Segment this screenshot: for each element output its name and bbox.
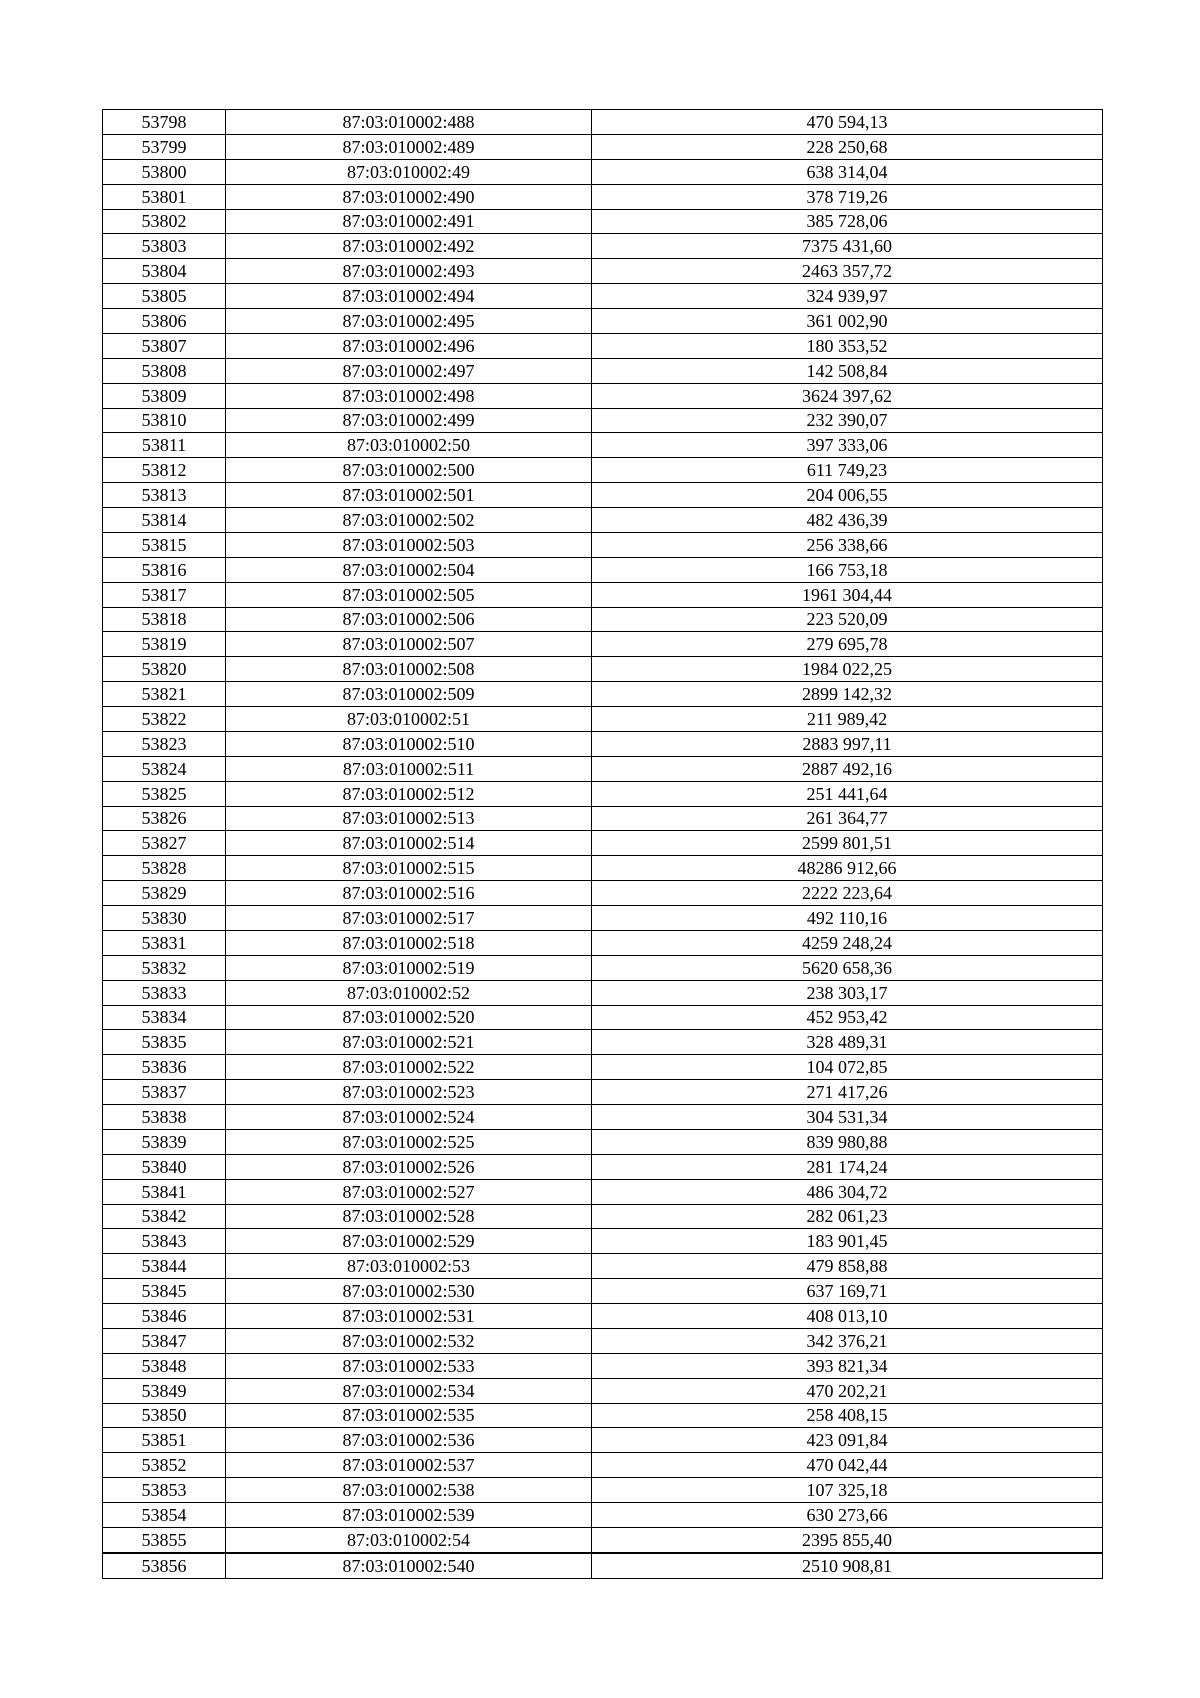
table-row bbox=[103, 184, 1103, 209]
row-number-cell: 53828 bbox=[103, 856, 226, 881]
cadastral-number-cell: 87:03:010002:533 bbox=[226, 1353, 592, 1378]
cadastral-number-cell: 87:03:010002:529 bbox=[226, 1229, 592, 1254]
cadastral-number-cell: 87:03:010002:523 bbox=[226, 1080, 592, 1105]
cadastral-value-cell: 328 489,31 bbox=[592, 1030, 1103, 1055]
row-number-cell: 53850 bbox=[103, 1403, 226, 1428]
row-number-cell: 53824 bbox=[103, 756, 226, 781]
row-number-cell: 53847 bbox=[103, 1328, 226, 1353]
table-row bbox=[103, 1129, 1103, 1154]
cadastral-number-cell: 87:03:010002:491 bbox=[226, 209, 592, 234]
table-row bbox=[103, 1403, 1103, 1428]
table-row bbox=[103, 333, 1103, 358]
row-number-cell: 53808 bbox=[103, 358, 226, 383]
table-row bbox=[103, 1204, 1103, 1229]
cadastral-number-cell: 87:03:010002:497 bbox=[226, 358, 592, 383]
row-number-cell: 53825 bbox=[103, 781, 226, 806]
row-number-cell: 53810 bbox=[103, 408, 226, 433]
cadastral-value-cell: 183 901,45 bbox=[592, 1229, 1103, 1254]
cadastral-value-cell: 166 753,18 bbox=[592, 557, 1103, 582]
table-row bbox=[103, 582, 1103, 607]
table-row bbox=[103, 1229, 1103, 1254]
table-row bbox=[103, 831, 1103, 856]
cadastral-value-cell: 637 169,71 bbox=[592, 1279, 1103, 1304]
cadastral-value-cell: 2899 142,32 bbox=[592, 682, 1103, 707]
table-row bbox=[103, 607, 1103, 632]
cadastral-value-cell: 211 989,42 bbox=[592, 707, 1103, 732]
cadastral-number-cell: 87:03:010002:522 bbox=[226, 1055, 592, 1080]
table-row bbox=[103, 110, 1103, 135]
cadastral-value-cell: 238 303,17 bbox=[592, 980, 1103, 1005]
row-number-cell: 53844 bbox=[103, 1254, 226, 1279]
cadastral-number-cell: 87:03:010002:496 bbox=[226, 333, 592, 358]
cadastral-value-cell: 839 980,88 bbox=[592, 1129, 1103, 1154]
cadastral-value-cell: 107 325,18 bbox=[592, 1478, 1103, 1503]
row-number-cell: 53832 bbox=[103, 955, 226, 980]
cadastral-number-cell: 87:03:010002:507 bbox=[226, 632, 592, 657]
row-number-cell: 53827 bbox=[103, 831, 226, 856]
cadastral-number-cell: 87:03:010002:503 bbox=[226, 532, 592, 557]
table-row bbox=[103, 1527, 1103, 1552]
row-number-cell: 53819 bbox=[103, 632, 226, 657]
cadastral-number-cell: 87:03:010002:488 bbox=[226, 110, 592, 135]
cadastral-number-cell: 87:03:010002:501 bbox=[226, 483, 592, 508]
cadastral-number-cell: 87:03:010002:540 bbox=[226, 1553, 592, 1578]
cadastral-number-cell: 87:03:010002:537 bbox=[226, 1453, 592, 1478]
row-number-cell: 53829 bbox=[103, 881, 226, 906]
cadastral-number-cell: 87:03:010002:490 bbox=[226, 184, 592, 209]
row-number-cell: 53852 bbox=[103, 1453, 226, 1478]
row-number-cell: 53814 bbox=[103, 508, 226, 533]
table-row bbox=[103, 209, 1103, 234]
table-row bbox=[103, 1378, 1103, 1403]
row-number-cell: 53822 bbox=[103, 707, 226, 732]
cadastral-value-cell: 5620 658,36 bbox=[592, 955, 1103, 980]
table-row bbox=[103, 1080, 1103, 1105]
cadastral-value-cell: 142 508,84 bbox=[592, 358, 1103, 383]
table-row bbox=[103, 383, 1103, 408]
cadastral-value-cell: 482 436,39 bbox=[592, 508, 1103, 533]
table-row bbox=[103, 508, 1103, 533]
row-number-cell: 53846 bbox=[103, 1304, 226, 1329]
row-number-cell: 53807 bbox=[103, 333, 226, 358]
cadastral-value-cell: 361 002,90 bbox=[592, 309, 1103, 334]
table-row bbox=[103, 1304, 1103, 1329]
cadastral-value-cell: 470 202,21 bbox=[592, 1378, 1103, 1403]
cadastral-number-cell: 87:03:010002:518 bbox=[226, 930, 592, 955]
table-row bbox=[103, 433, 1103, 458]
table-row bbox=[103, 532, 1103, 557]
cadastral-value-cell: 232 390,07 bbox=[592, 408, 1103, 433]
cadastral-number-cell: 87:03:010002:506 bbox=[226, 607, 592, 632]
row-number-cell: 53805 bbox=[103, 284, 226, 309]
cadastral-value-cell: 281 174,24 bbox=[592, 1154, 1103, 1179]
cadastral-number-cell: 87:03:010002:525 bbox=[226, 1129, 592, 1154]
cadastral-number-cell: 87:03:010002:492 bbox=[226, 234, 592, 259]
table-row bbox=[103, 309, 1103, 334]
cadastral-number-cell: 87:03:010002:52 bbox=[226, 980, 592, 1005]
table-body bbox=[103, 110, 1103, 1579]
cadastral-number-cell: 87:03:010002:500 bbox=[226, 458, 592, 483]
table-row bbox=[103, 1030, 1103, 1055]
cadastral-number-cell: 87:03:010002:49 bbox=[226, 159, 592, 184]
cadastral-number-cell: 87:03:010002:530 bbox=[226, 1279, 592, 1304]
cadastral-number-cell: 87:03:010002:513 bbox=[226, 806, 592, 831]
cadastral-value-cell: 304 531,34 bbox=[592, 1105, 1103, 1130]
row-number-cell: 53856 bbox=[103, 1553, 226, 1578]
cadastral-value-cell: 251 441,64 bbox=[592, 781, 1103, 806]
cadastral-value-cell: 180 353,52 bbox=[592, 333, 1103, 358]
cadastral-value-cell: 423 091,84 bbox=[592, 1428, 1103, 1453]
cadastral-value-cell: 2395 855,40 bbox=[592, 1527, 1103, 1552]
table-row bbox=[103, 1553, 1103, 1578]
cadastral-value-cell: 271 417,26 bbox=[592, 1080, 1103, 1105]
cadastral-value-cell: 393 821,34 bbox=[592, 1353, 1103, 1378]
table-row bbox=[103, 632, 1103, 657]
cadastral-number-cell: 87:03:010002:539 bbox=[226, 1503, 592, 1528]
row-number-cell: 53802 bbox=[103, 209, 226, 234]
cadastral-number-cell: 87:03:010002:527 bbox=[226, 1179, 592, 1204]
row-number-cell: 53855 bbox=[103, 1527, 226, 1552]
cadastral-value-cell: 342 376,21 bbox=[592, 1328, 1103, 1353]
cadastral-number-cell: 87:03:010002:509 bbox=[226, 682, 592, 707]
cadastral-value-cell: 2222 223,64 bbox=[592, 881, 1103, 906]
cadastral-number-cell: 87:03:010002:499 bbox=[226, 408, 592, 433]
table-row bbox=[103, 906, 1103, 931]
row-number-cell: 53845 bbox=[103, 1279, 226, 1304]
cadastral-number-cell: 87:03:010002:511 bbox=[226, 756, 592, 781]
cadastral-value-cell: 486 304,72 bbox=[592, 1179, 1103, 1204]
cadastral-value-cell: 638 314,04 bbox=[592, 159, 1103, 184]
cadastral-value-cell: 261 364,77 bbox=[592, 806, 1103, 831]
cadastral-number-cell: 87:03:010002:53 bbox=[226, 1254, 592, 1279]
row-number-cell: 53836 bbox=[103, 1055, 226, 1080]
cadastral-value-cell: 204 006,55 bbox=[592, 483, 1103, 508]
row-number-cell: 53831 bbox=[103, 930, 226, 955]
cadastral-value-cell: 1984 022,25 bbox=[592, 657, 1103, 682]
row-number-cell: 53849 bbox=[103, 1378, 226, 1403]
cadastral-number-cell: 87:03:010002:498 bbox=[226, 383, 592, 408]
row-number-cell: 53803 bbox=[103, 234, 226, 259]
cadastral-number-cell: 87:03:010002:494 bbox=[226, 284, 592, 309]
row-number-cell: 53851 bbox=[103, 1428, 226, 1453]
row-number-cell: 53839 bbox=[103, 1129, 226, 1154]
table-row bbox=[103, 1254, 1103, 1279]
cadastral-value-cell: 2599 801,51 bbox=[592, 831, 1103, 856]
cadastral-value-cell: 7375 431,60 bbox=[592, 234, 1103, 259]
table-row bbox=[103, 458, 1103, 483]
cadastral-value-cell: 2883 997,11 bbox=[592, 731, 1103, 756]
cadastral-value-cell: 452 953,42 bbox=[592, 1005, 1103, 1030]
cadastral-number-cell: 87:03:010002:516 bbox=[226, 881, 592, 906]
row-number-cell: 53798 bbox=[103, 110, 226, 135]
table-row bbox=[103, 881, 1103, 906]
cadastral-number-cell: 87:03:010002:54 bbox=[226, 1527, 592, 1552]
table-row bbox=[103, 408, 1103, 433]
cadastral-number-cell: 87:03:010002:536 bbox=[226, 1428, 592, 1453]
cadastral-value-cell: 4259 248,24 bbox=[592, 930, 1103, 955]
cadastral-value-cell: 223 520,09 bbox=[592, 607, 1103, 632]
cadastral-number-cell: 87:03:010002:517 bbox=[226, 906, 592, 931]
cadastral-number-cell: 87:03:010002:495 bbox=[226, 309, 592, 334]
table-row bbox=[103, 1503, 1103, 1528]
cadastral-number-cell: 87:03:010002:489 bbox=[226, 134, 592, 159]
cadastral-value-cell: 479 858,88 bbox=[592, 1254, 1103, 1279]
cadastral-number-cell: 87:03:010002:508 bbox=[226, 657, 592, 682]
table-row bbox=[103, 1478, 1103, 1503]
cadastral-number-cell: 87:03:010002:528 bbox=[226, 1204, 592, 1229]
table-row bbox=[103, 980, 1103, 1005]
cadastral-number-cell: 87:03:010002:515 bbox=[226, 856, 592, 881]
cadastral-value-table bbox=[102, 109, 1103, 1579]
table-row bbox=[103, 756, 1103, 781]
row-number-cell: 53813 bbox=[103, 483, 226, 508]
cadastral-value-cell: 470 594,13 bbox=[592, 110, 1103, 135]
cadastral-number-cell: 87:03:010002:493 bbox=[226, 259, 592, 284]
cadastral-value-cell: 258 408,15 bbox=[592, 1403, 1103, 1428]
table-row bbox=[103, 1105, 1103, 1130]
cadastral-value-cell: 228 250,68 bbox=[592, 134, 1103, 159]
table-row bbox=[103, 259, 1103, 284]
table-row bbox=[103, 707, 1103, 732]
cadastral-value-cell: 104 072,85 bbox=[592, 1055, 1103, 1080]
table-row bbox=[103, 682, 1103, 707]
row-number-cell: 53799 bbox=[103, 134, 226, 159]
table-row bbox=[103, 781, 1103, 806]
cadastral-value-cell: 2887 492,16 bbox=[592, 756, 1103, 781]
cadastral-value-cell: 408 013,10 bbox=[592, 1304, 1103, 1329]
table-row bbox=[103, 731, 1103, 756]
table-row bbox=[103, 1279, 1103, 1304]
cadastral-value-cell: 279 695,78 bbox=[592, 632, 1103, 657]
cadastral-number-cell: 87:03:010002:532 bbox=[226, 1328, 592, 1353]
row-number-cell: 53830 bbox=[103, 906, 226, 931]
row-number-cell: 53838 bbox=[103, 1105, 226, 1130]
cadastral-value-cell: 611 749,23 bbox=[592, 458, 1103, 483]
table-row bbox=[103, 234, 1103, 259]
cadastral-value-cell: 3624 397,62 bbox=[592, 383, 1103, 408]
row-number-cell: 53812 bbox=[103, 458, 226, 483]
cadastral-number-cell: 87:03:010002:504 bbox=[226, 557, 592, 582]
table-row bbox=[103, 483, 1103, 508]
cadastral-number-cell: 87:03:010002:524 bbox=[226, 1105, 592, 1130]
cadastral-value-cell: 397 333,06 bbox=[592, 433, 1103, 458]
cadastral-number-cell: 87:03:010002:526 bbox=[226, 1154, 592, 1179]
row-number-cell: 53801 bbox=[103, 184, 226, 209]
row-number-cell: 53821 bbox=[103, 682, 226, 707]
row-number-cell: 53837 bbox=[103, 1080, 226, 1105]
table-row bbox=[103, 159, 1103, 184]
row-number-cell: 53804 bbox=[103, 259, 226, 284]
table-row bbox=[103, 1428, 1103, 1453]
cadastral-value-cell: 282 061,23 bbox=[592, 1204, 1103, 1229]
row-number-cell: 53854 bbox=[103, 1503, 226, 1528]
cadastral-number-cell: 87:03:010002:535 bbox=[226, 1403, 592, 1428]
table-row bbox=[103, 1179, 1103, 1204]
cadastral-number-cell: 87:03:010002:510 bbox=[226, 731, 592, 756]
row-number-cell: 53841 bbox=[103, 1179, 226, 1204]
cadastral-value-cell: 1961 304,44 bbox=[592, 582, 1103, 607]
row-number-cell: 53818 bbox=[103, 607, 226, 632]
cadastral-value-cell: 2510 908,81 bbox=[592, 1553, 1103, 1578]
cadastral-number-cell: 87:03:010002:521 bbox=[226, 1030, 592, 1055]
cadastral-value-cell: 324 939,97 bbox=[592, 284, 1103, 309]
row-number-cell: 53840 bbox=[103, 1154, 226, 1179]
row-number-cell: 53843 bbox=[103, 1229, 226, 1254]
table-row bbox=[103, 1154, 1103, 1179]
cadastral-value-cell: 470 042,44 bbox=[592, 1453, 1103, 1478]
cadastral-value-cell: 492 110,16 bbox=[592, 906, 1103, 931]
table-row bbox=[103, 1353, 1103, 1378]
table-row bbox=[103, 557, 1103, 582]
row-number-cell: 53848 bbox=[103, 1353, 226, 1378]
cadastral-number-cell: 87:03:010002:538 bbox=[226, 1478, 592, 1503]
cadastral-number-cell: 87:03:010002:520 bbox=[226, 1005, 592, 1030]
row-number-cell: 53823 bbox=[103, 731, 226, 756]
table-row bbox=[103, 134, 1103, 159]
table-row bbox=[103, 955, 1103, 980]
cadastral-number-cell: 87:03:010002:519 bbox=[226, 955, 592, 980]
table-row bbox=[103, 1453, 1103, 1478]
table-row bbox=[103, 1055, 1103, 1080]
row-number-cell: 53833 bbox=[103, 980, 226, 1005]
table-row bbox=[103, 856, 1103, 881]
row-number-cell: 53817 bbox=[103, 582, 226, 607]
table-row bbox=[103, 806, 1103, 831]
cadastral-number-cell: 87:03:010002:502 bbox=[226, 508, 592, 533]
row-number-cell: 53815 bbox=[103, 532, 226, 557]
row-number-cell: 53816 bbox=[103, 557, 226, 582]
cadastral-value-cell: 630 273,66 bbox=[592, 1503, 1103, 1528]
table-row bbox=[103, 284, 1103, 309]
cadastral-value-cell: 256 338,66 bbox=[592, 532, 1103, 557]
row-number-cell: 53811 bbox=[103, 433, 226, 458]
row-number-cell: 53853 bbox=[103, 1478, 226, 1503]
table-row bbox=[103, 1328, 1103, 1353]
cadastral-value-cell: 48286 912,66 bbox=[592, 856, 1103, 881]
cadastral-number-cell: 87:03:010002:505 bbox=[226, 582, 592, 607]
cadastral-number-cell: 87:03:010002:514 bbox=[226, 831, 592, 856]
row-number-cell: 53800 bbox=[103, 159, 226, 184]
row-number-cell: 53809 bbox=[103, 383, 226, 408]
cadastral-number-cell: 87:03:010002:531 bbox=[226, 1304, 592, 1329]
cadastral-value-cell: 378 719,26 bbox=[592, 184, 1103, 209]
table-row bbox=[103, 1005, 1103, 1030]
cadastral-number-cell: 87:03:010002:512 bbox=[226, 781, 592, 806]
row-number-cell: 53826 bbox=[103, 806, 226, 831]
table-row bbox=[103, 930, 1103, 955]
cadastral-number-cell: 87:03:010002:50 bbox=[226, 433, 592, 458]
cadastral-number-cell: 87:03:010002:534 bbox=[226, 1378, 592, 1403]
row-number-cell: 53842 bbox=[103, 1204, 226, 1229]
row-number-cell: 53806 bbox=[103, 309, 226, 334]
cadastral-value-cell: 385 728,06 bbox=[592, 209, 1103, 234]
row-number-cell: 53820 bbox=[103, 657, 226, 682]
table-row bbox=[103, 358, 1103, 383]
row-number-cell: 53835 bbox=[103, 1030, 226, 1055]
table-row bbox=[103, 657, 1103, 682]
row-number-cell: 53834 bbox=[103, 1005, 226, 1030]
cadastral-value-cell: 2463 357,72 bbox=[592, 259, 1103, 284]
cadastral-number-cell: 87:03:010002:51 bbox=[226, 707, 592, 732]
